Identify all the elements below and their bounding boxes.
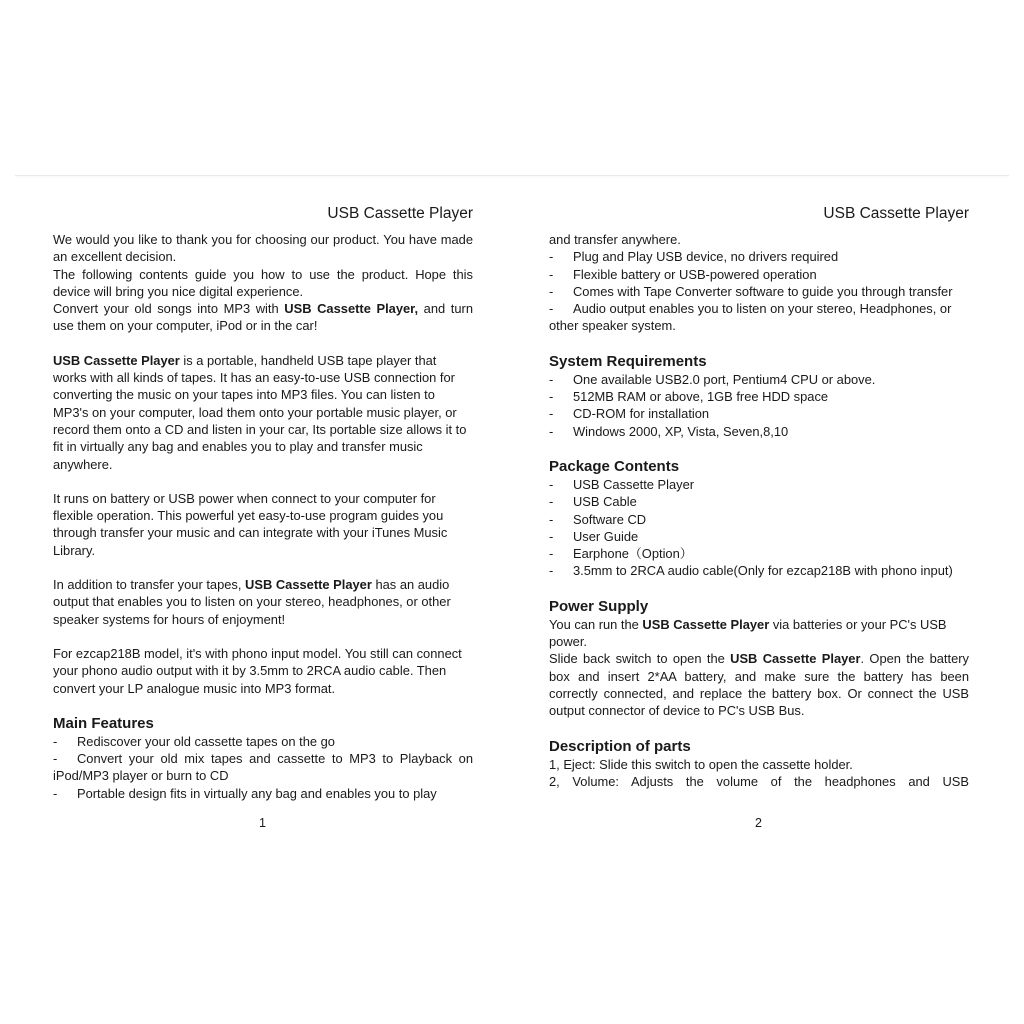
package-contents-list bbox=[549, 476, 969, 580]
intro-paragraph-1: We would you like to thank you for choosing our product. You have made an excellent decision. bbox=[53, 232, 473, 265]
list-item: - Rediscover your old cassette tapes on the go bbox=[53, 733, 335, 749]
list-item: - CD-ROM for installation bbox=[549, 406, 710, 422]
convert-paragraph: Convert your old songs into MP3 with USB Cassette Player, and turn use them on your computer, iPod or in the car! bbox=[53, 301, 473, 334]
phono-paragraph: For ezcap218B model, it's with phono input model. You still can connect your phono audio output with it by 3.5mm to 2RCA audio cable. Then convert your LP analogue music into MP3 format. bbox=[53, 645, 462, 696]
page-1-header: USB Cassette Player bbox=[327, 205, 473, 222]
list-item: - One available USB2.0 port, Pentium4 CPU or above. bbox=[549, 371, 876, 387]
parts-item-2: 2, Volume: Adjusts the volume of the headphones and USB bbox=[549, 773, 969, 789]
features-continued-list bbox=[549, 248, 969, 334]
list-item: - USB Cable bbox=[549, 494, 637, 510]
page-number-1: 1 bbox=[259, 816, 266, 830]
intro-paragraph-2: The following contents guide you how to use the product. Hope this device will bring you nice digital experience. bbox=[53, 266, 473, 299]
main-features-list bbox=[53, 733, 473, 802]
list-item: - Convert your old mix tapes and cassette to MP3 to Playback on iPod/MP3 player or burn to CD bbox=[53, 751, 473, 784]
system-requirements-list bbox=[549, 371, 969, 440]
page-2 bbox=[549, 204, 969, 790]
package-contents-heading: Package Contents bbox=[549, 457, 680, 475]
system-requirements-heading: System Requirements bbox=[549, 352, 707, 370]
main-features-heading: Main Features bbox=[53, 714, 154, 732]
description-paragraph: USB Cassette Player is a portable, handheld USB tape player that works with all kinds of tapes. It has an easy-to-use USB connection for converting the music on your tapes into MP3 files. You can listen to MP3's on your computer, load them onto your portable music player, or record them onto a CD and listen in your car, Its portable size allows it to fit in virtually any bag and enables you to play and transfer music anywhere. bbox=[53, 352, 467, 472]
page-1 bbox=[53, 204, 473, 802]
description-of-parts-heading: Description of parts bbox=[549, 737, 691, 755]
audio-output-paragraph: In addition to transfer your tapes, USB Cassette Player has an audio output that enables you to listen on your stereo, headphones, or other speaker systems for hours of enjoyment! bbox=[53, 577, 451, 627]
power-supply-paragraph-2: Slide back switch to open the USB Cassette Player. Open the battery box and insert 2*AA battery, and make sure the battery has been correctly connected, and replace the battery box. Or connect the USB output connector of device to PC's USB Bus. bbox=[549, 651, 969, 719]
list-item: - Comes with Tape Converter software to guide you through transfer bbox=[549, 283, 953, 299]
list-item: - Earphone（Option） bbox=[549, 546, 693, 562]
list-item: - Audio output enables you to listen on your stereo, Headphones, or other speaker system. bbox=[549, 301, 952, 334]
power-supply-paragraph-1: You can run the USB Cassette Player via batteries or your PC's USB power. bbox=[549, 616, 947, 650]
list-item: - Software CD bbox=[549, 511, 647, 527]
list-item: - User Guide bbox=[549, 528, 639, 544]
parts-item-1: 1, Eject: Slide this switch to open the cassette holder. bbox=[549, 756, 853, 772]
list-item: - Windows 2000, XP, Vista, Seven,8,10 bbox=[549, 423, 789, 439]
power-paragraph: It runs on battery or USB power when connect to your computer for flexible operation. This powerful yet easy-to-use program guides you through transfer your music and can integrate with your iTunes Music Library. bbox=[53, 490, 448, 558]
list-item: - USB Cassette Player bbox=[549, 476, 695, 492]
continued-text: and transfer anywhere. bbox=[549, 232, 681, 247]
list-item: - Flexible battery or USB-powered operation bbox=[549, 266, 817, 282]
list-item: - 3.5mm to 2RCA audio cable(Only for ezcap218B with phono input) bbox=[549, 563, 953, 579]
page-2-header: USB Cassette Player bbox=[823, 205, 969, 222]
list-item: - 512MB RAM or above, 1GB free HDD space bbox=[549, 389, 829, 405]
list-item: - Portable design fits in virtually any bag and enables you to play bbox=[53, 785, 437, 801]
page-number-2: 2 bbox=[755, 816, 762, 830]
power-supply-heading: Power Supply bbox=[549, 597, 649, 615]
page-top-divider bbox=[15, 175, 1009, 176]
list-item: - Plug and Play USB device, no drivers required bbox=[549, 249, 839, 265]
